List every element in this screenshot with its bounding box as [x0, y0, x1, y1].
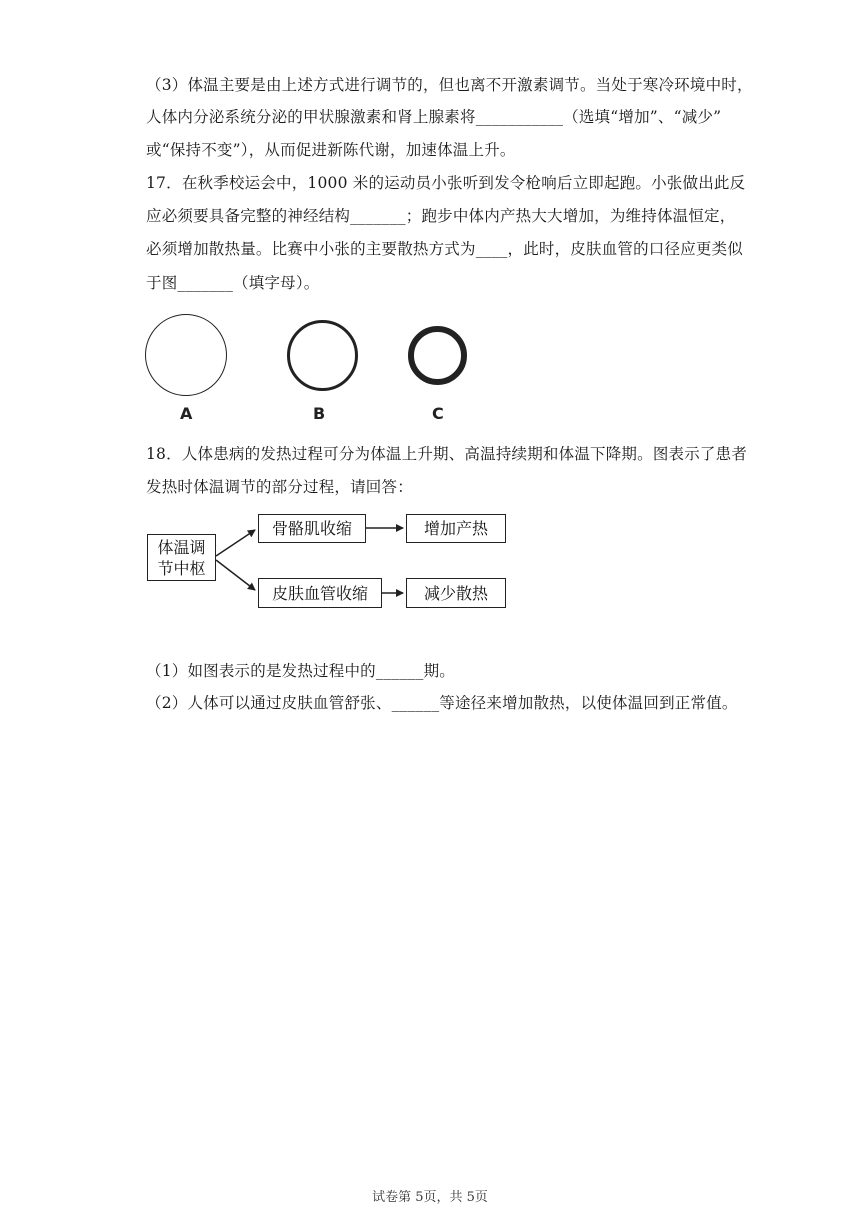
q16-part3-line2: 人体内分泌系统分泌的甲状腺激素和肾上腺素将___________（选填“增加”、“减少”: [146, 108, 722, 126]
diagram-bottom-result-box: [406, 578, 506, 608]
arrow-center-to-bottom: [216, 560, 255, 590]
diagram-top-action-box: [258, 514, 366, 543]
top-result-label: 增加产热: [423, 519, 488, 538]
figure-label-c: C: [432, 404, 444, 423]
q16-part3-line3: 或“保持不变”），从而促进新陈代谢，加速体温上升。: [146, 141, 516, 159]
vessel-circle-b: [287, 320, 358, 391]
figure-label-b: B: [313, 404, 326, 423]
vessel-circle-c: [408, 326, 467, 385]
bottom-result-label: 减少散热: [423, 583, 488, 603]
q17-line4: 于图_______（填字母）。: [146, 274, 320, 292]
vessel-circle-a: [145, 314, 227, 396]
center-box-line2: 节中枢: [157, 558, 206, 578]
diagram-top-result-box: [406, 514, 506, 543]
q18-line1: 18．人体患病的发热过程可分为体温上升期、高温持续期和体温下降期。图表示了患者: [146, 445, 748, 463]
page-footer: 试卷第 5页，共 5页: [372, 1190, 488, 1205]
q18-sub1: （1）如图表示的是发热过程中的______期。: [146, 662, 455, 680]
bottom-action-label: 皮肤血管收缩: [271, 583, 368, 603]
figure-label-a: A: [180, 404, 193, 423]
q16-part3-line1: （3）体温主要是由上述方式进行调节的，但也离不开激素调节。当处于寒冷环境中时，: [146, 76, 753, 94]
diagram-bottom-action-box: [258, 578, 382, 608]
center-box-line1: 体温调: [157, 537, 206, 557]
q18-line2: 发热时体温调节的部分过程，请回答：: [146, 478, 413, 496]
top-action-label: 骨骼肌收缩: [271, 519, 352, 538]
arrow-center-to-top: [216, 530, 255, 556]
q17-line2: 应必须要具备完整的神经结构_______；跑步中体内产热大大增加，为维持体温恒定，: [146, 207, 736, 225]
diagram-center-box: [147, 534, 216, 581]
q18-sub2: （2）人体可以通过皮肤血管舒张、______等途径来增加散热，以使体温回到正常值。: [146, 694, 738, 712]
q17-line1: 17．在秋季校运会中，1000 米的运动员小张听到发令枪响后立即起跑。小张做出此反: [146, 174, 746, 192]
q17-line3: 必须增加散热量。比赛中小张的主要散热方式为____，此时，皮肤血管的口径应更类似: [146, 240, 744, 258]
